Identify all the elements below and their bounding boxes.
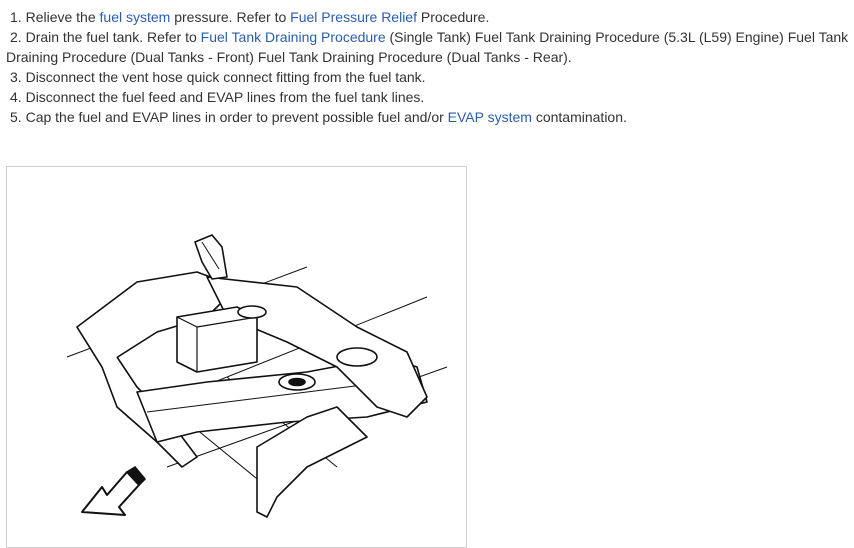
procedure-steps [6, 7, 852, 127]
fuel-system-link[interactable]: fuel system [99, 9, 171, 25]
fuel-tank-illustration [6, 166, 467, 548]
fuel-tank-draining-link[interactable]: Fuel Tank Draining Procedure [200, 29, 386, 45]
step-2: 2. Drain the fuel tank. Refer to Fuel Tank Draining Procedure (Single Tank) Fuel Tank Draining Procedure (5.3L (L59) Engine) Fuel Tank Draining Procedure (Dual Tanks - Front) Fuel Tank Draining Procedure (Dual Tanks - Rear). [6, 29, 849, 65]
step-3: 3. Disconnect the vent hose quick connect fitting from the fuel tank. [10, 69, 426, 85]
step-1: 1. Relieve the fuel system pressure. Refer to Fuel Pressure Relief Procedure. [10, 9, 490, 25]
step-5: 5. Cap the fuel and EVAP lines in order to prevent possible fuel and/or EVAP system contamination. [10, 109, 627, 125]
step-4: 4. Disconnect the fuel feed and EVAP lines from the fuel tank lines. [10, 89, 425, 105]
fuel-pressure-relief-link[interactable]: Fuel Pressure Relief [290, 9, 417, 25]
evap-system-link[interactable]: EVAP system [447, 109, 532, 125]
fuel-tank-frame-drawing-icon [7, 167, 466, 537]
